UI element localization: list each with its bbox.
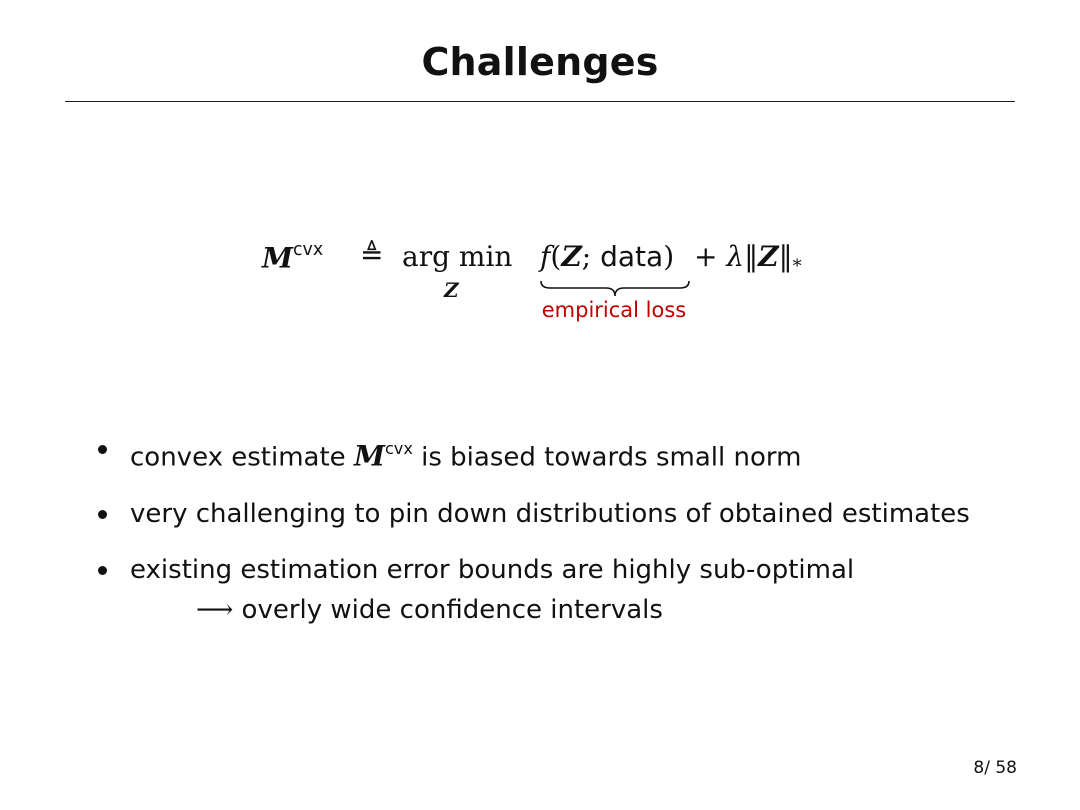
loss-term <box>540 240 674 273</box>
bullet-text: very challenging to pin down distributions of obtained estimates <box>130 498 970 529</box>
norm-argument: Z <box>758 240 779 273</box>
page-current: 8 <box>973 758 985 778</box>
definition-symbol: ≜ <box>360 238 384 271</box>
equation-lhs <box>262 240 323 274</box>
slide-title: Challenges <box>421 40 659 84</box>
empirical-loss-label: empirical loss <box>541 298 687 322</box>
bullet-dot <box>98 445 107 454</box>
bullet-text: existing estimation error bounds are highly sub-optimal <box>130 554 855 585</box>
bullet-math-symbol: M <box>353 439 385 473</box>
bullet-dot <box>98 510 107 519</box>
argmin-subscript: Z <box>444 278 459 302</box>
bullet-item-distributions <box>96 497 1046 531</box>
page-number: 8/ 58 <box>973 758 1017 778</box>
bullet-math-superscript: cvx <box>384 439 413 458</box>
bullet-list <box>96 432 1046 649</box>
title-divider <box>65 101 1015 102</box>
bullet-item-error-bounds <box>96 553 1046 627</box>
norm-subscript: * <box>792 256 802 277</box>
argmin-operator: arg min <box>402 240 513 273</box>
bullet-dot <box>98 566 107 575</box>
page-total: 58 <box>995 758 1017 778</box>
loss-data: data <box>600 240 664 273</box>
bullet-item-biased <box>96 432 1046 475</box>
bullet-subline-text: overly wide confidence intervals <box>241 594 663 625</box>
bullet-subline <box>130 593 1046 627</box>
equation-lhs-symbol: M <box>262 241 293 275</box>
equation-lhs-superscript: cvx <box>293 240 324 260</box>
plus-sign: + <box>694 240 718 273</box>
long-right-arrow-icon: ⟶ <box>196 594 234 625</box>
lambda-symbol: λ <box>726 240 745 273</box>
norm-open: ‖ <box>744 240 759 273</box>
underbrace <box>540 280 690 298</box>
loss-separator: ; <box>581 240 601 273</box>
loss-open-paren: ( <box>550 240 562 273</box>
norm-close: ‖ <box>778 240 793 273</box>
regularizer-term <box>694 240 802 277</box>
loss-argument: Z <box>561 240 582 273</box>
bullet-text-after: is biased towards small norm <box>412 442 802 473</box>
bullet-text: convex estimate <box>130 442 354 473</box>
loss-close-paren: ) <box>663 240 675 273</box>
loss-function-symbol: f <box>540 240 551 273</box>
